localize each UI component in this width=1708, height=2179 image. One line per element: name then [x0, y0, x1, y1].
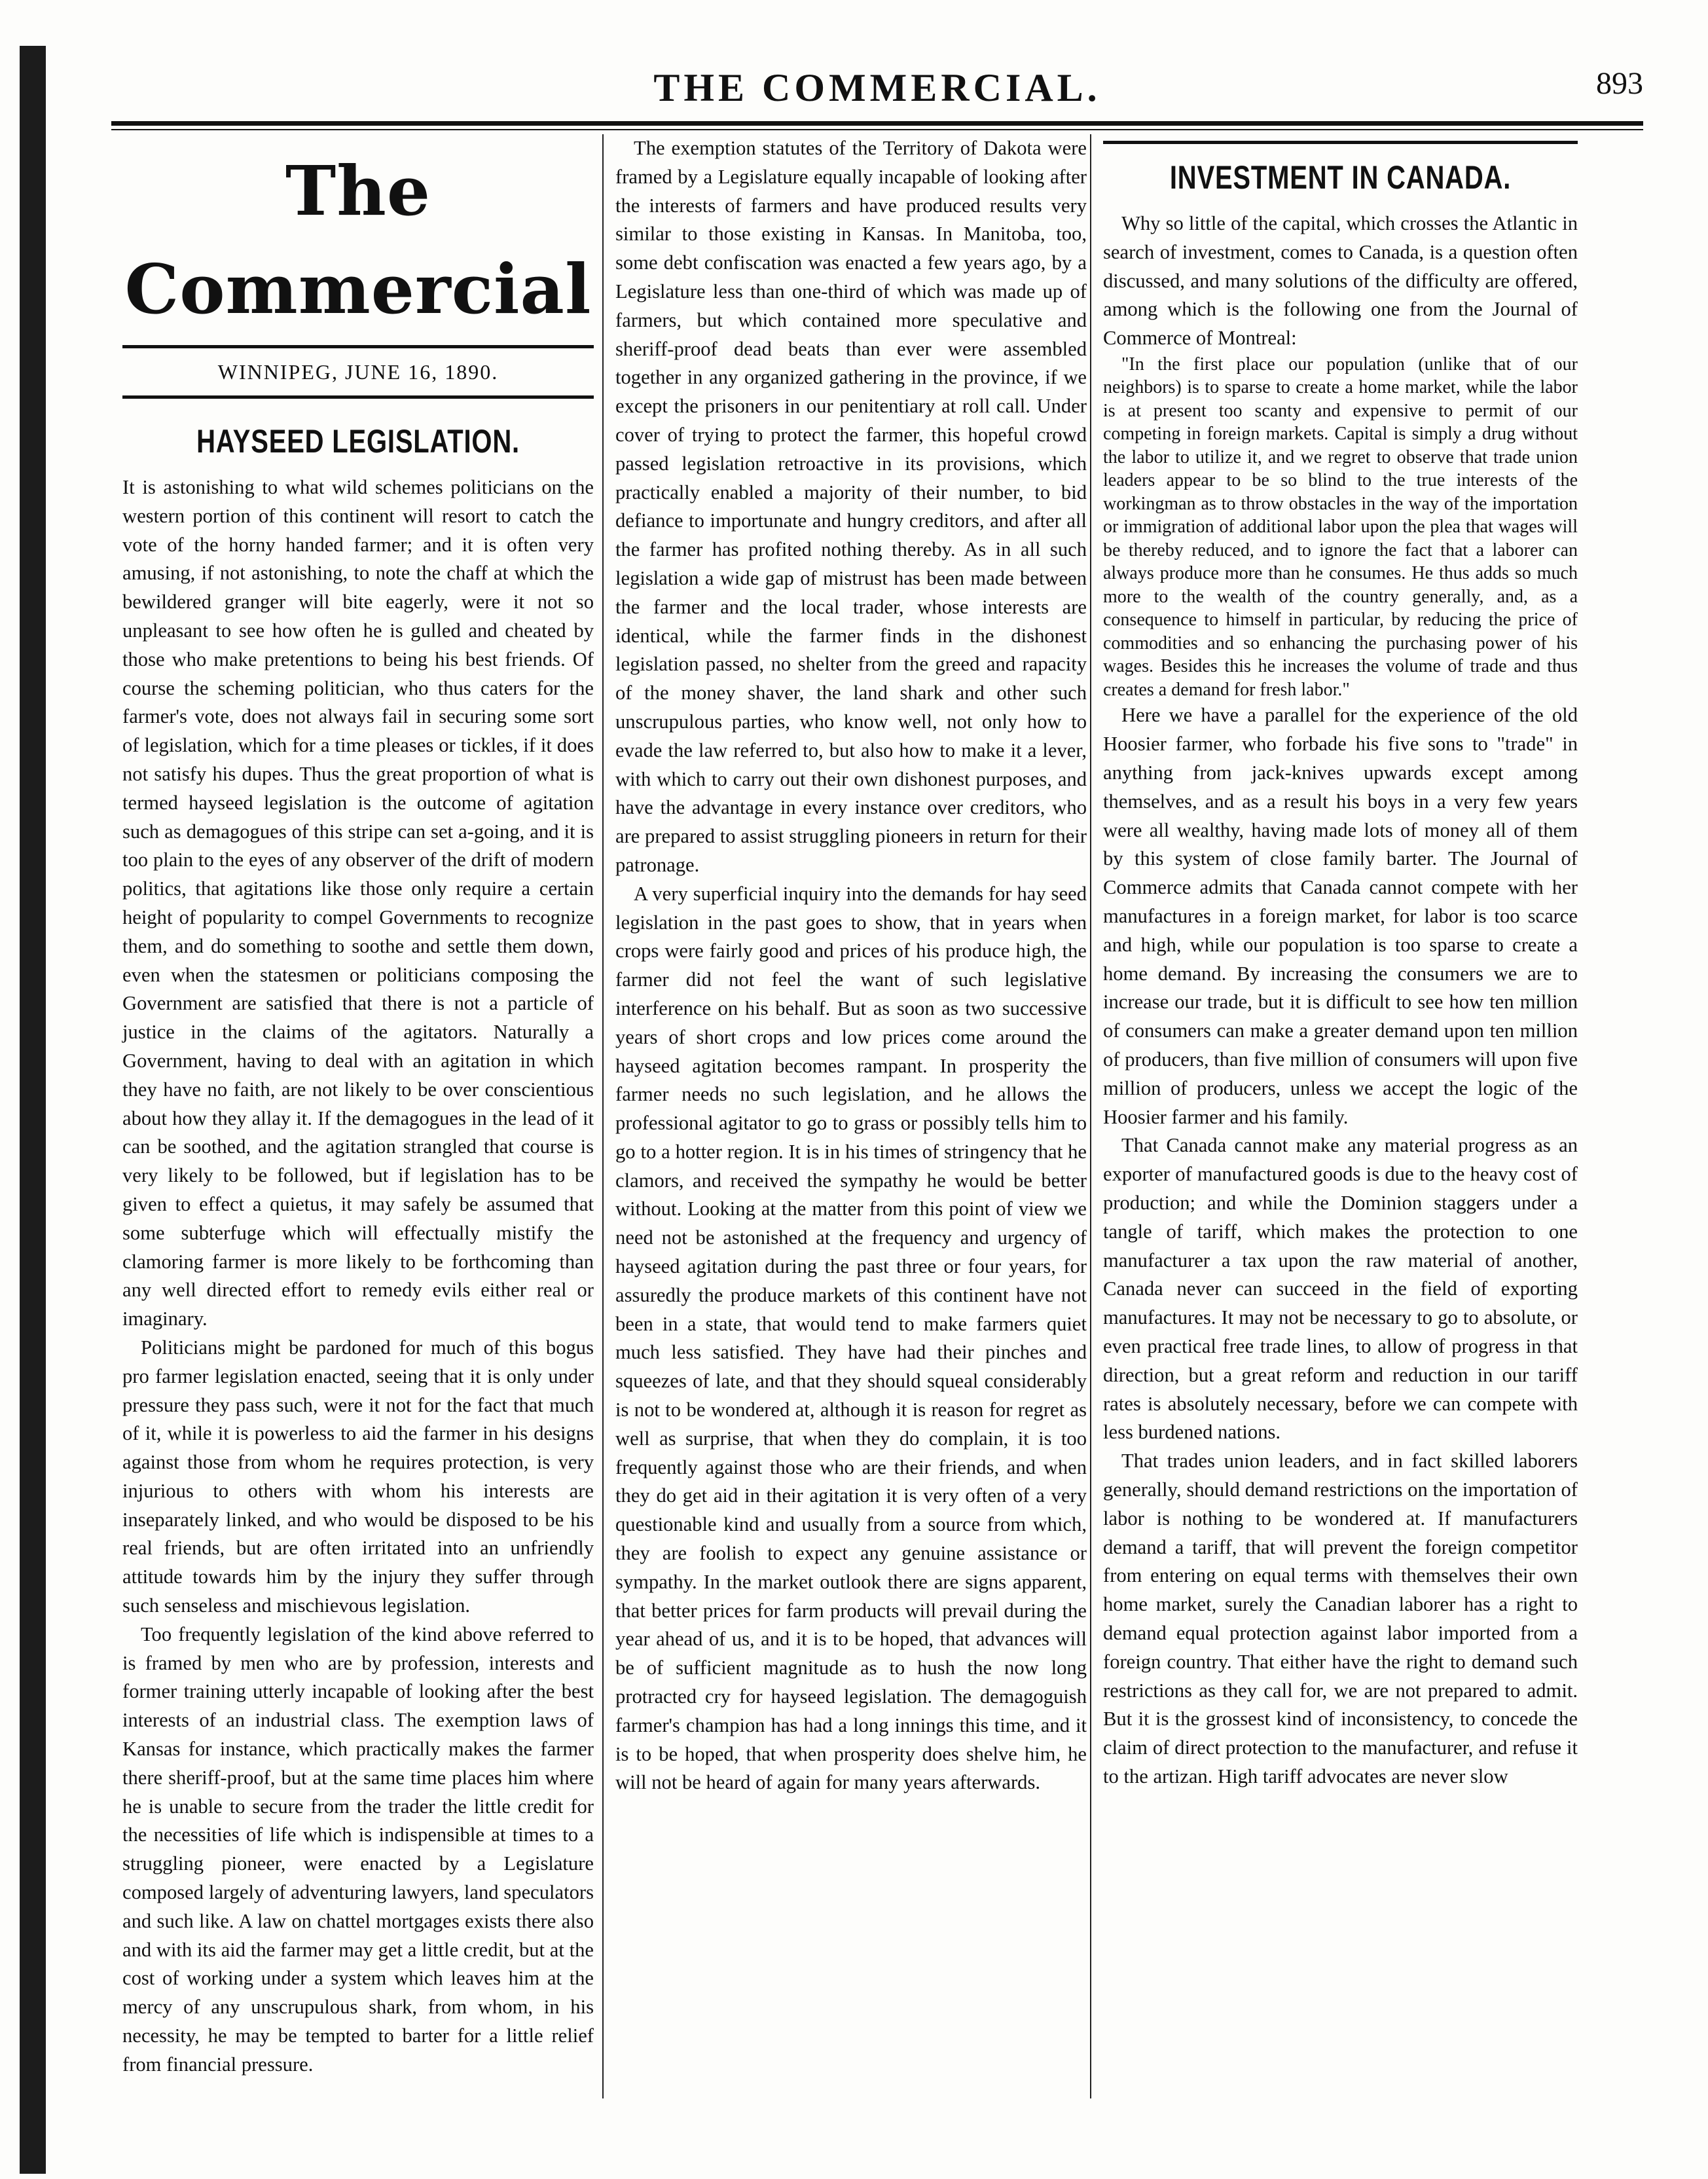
column-1 [122, 134, 594, 2079]
article-paragraph: A very superficial inquiry into the demands for hay seed legislation in the past goes to show, that in years when crops were fairly good and prices of his produce high, the farmer did not feel the want of such legislative interference on his behalf. But as soon as two successive years of short crops and low prices come around the hayseed agitation becomes rampant. In prosperity the farmer needs no such legislation, and he allows the professional agitator to go to grass or possibly tells him to go to a hotter region. It is in his times of stringency that he clamors, and received the sympathy he would be better without. Looking at the matter from this point of view we need not be astonished at the frequency and urgency of hayseed agitation during the past three or four years, for assuredly the produce markets of this continent have not been in a state, that would tend to make farmers quiet much less satisfied. They have had their pinches and squeezes of late, and that they should squeal considerably is not to be wondered at, although it is reason for regret as well as surprise, that when they do complain, it is too frequently against those who are their friends, and when they do get aid in their agitation it is very often of a very questionable kind and usually from a source from which, they are foolish to expect any genuine assistance or sympathy. In the market outlook there are signs apparent, that better prices for farm products will prevail during the year ahead of us, and it is to be hoped, that advances will be of sufficient magnitude as to hush the now long protracted cry for hayseed legislation. The demagoguish farmer's champion has had a long innings this time, and it is to be hoped, that when prosperity does shelve him, he will not be heard of again for many years afterwards. [615, 882, 1087, 1794]
binding-edge [20, 46, 46, 2174]
article-paragraph: Here we have a parallel for the experience of the old Hoosier farmer, who forbade his five sons to "trade" in anything from jack-knives upwards except among themselves, and as a result his boys in a very few years were all wealthy, having made lots of money all of them by this system of close family barter. The Journal of Commerce admits that Canada cannot compete with her manufactures in a foreign market, for labor is too scarce and high, while our population is too sparse to create a home demand. By increasing the consumers we are to increase our trade, but it is difficult to see how ten million of consumers can make a greater demand upon ten million of producers, than five million of consumers will upon five million of producers, unless we accept the logic of the Hoosier farmer and his family. [1103, 704, 1578, 1128]
article-headline-hayseed: HAYSEED LEGISLATION. [196, 423, 520, 460]
article-paragraph: Why so little of the capital, which crosses the Atlantic in search of investment, comes to Canada, is a question often discussed, and many solutions of the difficulty are offered, among which is the following one from the Journal of Commerce of Montreal: [1103, 212, 1578, 350]
article-paragraph: That trades union leaders, and in fact skilled laborers generally, should demand restrictions on the importation of labor is nothing to be wondered at. If manufacturers demand a tariff, that will prevent the foreign competitor from entering on equal terms with themselves their own home market, surely the Canadian laborer has a right to demand equal protection against labor imported from a foreign country. That either have the right to demand such restrictions as they call for, we are not prepared to admit. But it is the grossest kind of inconsistency, to concede the claim of direct protection to the manufacturer, and refuse it to the artizan. High tariff advocates are never slow [1103, 1450, 1578, 1787]
section-rule [1103, 141, 1578, 144]
article-headline-investment: INVESTMENT IN CANADA. [1169, 159, 1512, 196]
header-rule [111, 121, 1643, 130]
column-rule [1090, 134, 1091, 2098]
article-paragraph: That Canada cannot make any material progress as an exporter of manufactured goods is due to the heavy cost of production; and while the Dominion staggers under a tangle of tariff, which makes the protection to one manufacturer a tax upon the raw material of another, Canada never can succeed in the field of exporting manufactures. It may not be necessary to go to absolute, or even practical free trade lines, to allow of progress in that direction, but a great reform and reduction in our tariff rates is absolutely necessary, before we can compete with less burdened nations. [1103, 1134, 1578, 1444]
dateline: WINNIPEG, JUNE 16, 1890. [122, 345, 594, 399]
column-2 [615, 134, 1087, 1797]
article-paragraph: The exemption statutes of the Territory of Dakota were framed by a Legislature equally incapable of looking after the interests of farmers and have produced results very similar to those existing in Kansas. In Manitoba, too, some debt confiscation was enacted a few years ago, by a Legislature less than one-third of which was made up of farmers, but which contained more speculative and sheriff-proof dead beats than ever were assembled together in any organized gathering in the province, if we except the prisoners in our penitentiary at roll call. Under cover of trying to protect the farmer, this hopeful crowd passed legislation retroactive in its provisions, which practically enabled a majority of their number, to bid defiance to importunate and hungry creditors, and after all the farmer has profited nothing thereby. As in all such legislation a wide gap of mistrust has been made between the farmer and the local trader, whose interests are identical, while the farmer finds in the dishonest legislation passed, no shelter from the greed and rapacity of the money shaver, the land shark and other such unscrupulous parties, who know well, not only how to evade the law referred to, but also how to make it a lever, with which to carry out their own dishonest purposes, and have the advantage in every instance over creditors, who are prepared to assist struggling pioneers in return for their patronage. [615, 137, 1087, 876]
article-paragraph: Too frequently legislation of the kind above referred to is framed by men who are by profession, interests and former training utterly incapable of looking after the best interests of an industrial class. The exemption laws of Kansas for instance, which practically makes the farmer there sheriff-proof, but at the same time places him where he is unable to secure from the trader the little credit for the necessities of life which is indispensible at times to a struggling pioneer, were enacted by a Legislature composed largely of adventuring lawyers, land speculators and such like. A law on chattel mortgages exists there also and with its aid the farmer may get a little credit, but at the cost of working under a system which leaves him at the mercy of any unscrupulous shark, from whom, in his necessity, he may be tempted to barter for a little relief from financial pressure. [122, 1622, 594, 2076]
article-paragraph: Politicians might be pardoned for much of this bogus pro farmer legislation enacted, seeing that it is only under pressure they pass such, were it not for the fact that much of it, while it is powerless to aid the farmer in his designs against those from whom he requires protection, is very injurious to others with whom his interests are inseparately linked, and who would be disposed to be his real friends, but are often irritated into an unfriendly attitude towards him by the injury they suffer through such senseless and mischievous legislation. [122, 1336, 594, 1617]
column-3 [1103, 134, 1578, 1791]
column-rule [602, 134, 604, 2098]
running-head [111, 60, 1643, 119]
masthead: The Commercial [124, 151, 592, 329]
running-title: THE COMMERCIAL. [653, 66, 1101, 109]
page-number: 893 [1596, 66, 1643, 101]
article-quote: "In the first place our population (unlike that of our neighbors) is to sparse to create a home market, while the labor is at present too scanty and expensive to permit of our competing in foreign markets. Capital is simply a drug without the labor to utilize it, and we regret to observe that trade union leaders appear to be so blind to the true interests of the workingman as to throw obstacles in the way of the importation or immigration of additional labor upon the plea that wages will be thereby reduced, and to ignore the fact that a laborer can always produce more than he consumes. He thus adds so much more to the wealth of the country generally, and, as a consequence to himself in particular, by reducing the price of commodities and so enhancing the purchasing power of his wages. Besides this he increases the volume of trade and thus creates a demand for fresh labor." [1103, 354, 1578, 700]
article-paragraph: It is astonishing to what wild schemes politicians on the western portion of this continent will resort to catch the vote of the horny handed farmer; and it is often very amusing, if not astonishing, to note the chaff at which the bewildered granger will bite eagerly, were it not so unpleasant to see how often he is gulled and cheated by those who make pretentions to being his best friends. Of course the scheming politician, who thus caters for the farmer's vote, does not always fail in securing some sort of legislation, which for a time pleases or tickles, if it does not satisfy his dupes. Thus the great proportion of what is termed hayseed legislation is the outcome of agitation such as demagogues of this stripe can set a-going, and it is too plain to the eyes of any observer of the drift of modern politics, that agitations like those only require a certain height of popularity to compel Governments to recognize them, and do something to soothe and settle them down, even when the statesmen or politicians composing the Government are satisfied that there is not a particle of justice in the claims of the agitators. Naturally a Government, having to deal with an agitation in which they have no faith, are not likely to be over conscientious about how they allay it. If the demagogues in the lead of it can be soothed, and the agitation strangled that course is very likely to be followed, but if legislation has to be given to effect a quietus, it may safely be assumed that some subterfuge which will effectually mistify the clamoring farmer is more likely to be forthcoming than any well directed effort to remedy evils either real or imaginary. [122, 476, 594, 1330]
